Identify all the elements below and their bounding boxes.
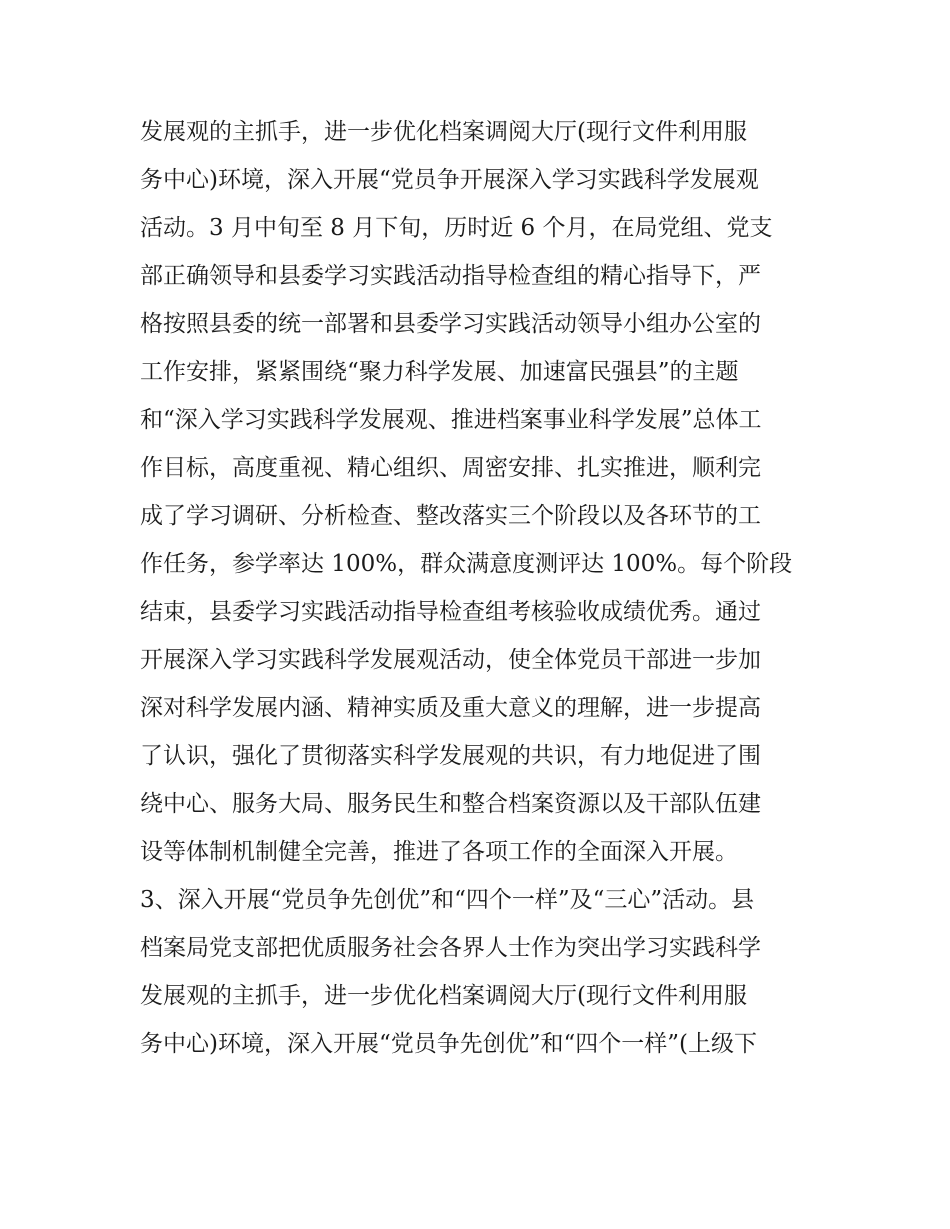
text-line: 务中心)环境，深入开展“党员争先创优”和“四个一样”(上级下	[140, 1031, 757, 1057]
text-line: 和“深入学习实践科学发展观、推进档案事业科学发展”总体工	[140, 407, 762, 433]
text-line: 作目标，高度重视、精心组织、周密安排、扎实推进，顺利完	[140, 455, 761, 481]
text-line: 工作安排，紧紧围绕“聚力科学发展、加速富民强县”的主题	[140, 359, 739, 385]
text-line: 作任务，参学率达 100%，群众满意度测评达 100%。每个阶段	[140, 551, 793, 577]
text-line: 结束，县委学习实践活动指导检查组考核验收成绩优秀。通过	[140, 599, 761, 625]
text-line: 发展观的主抓手，进一步优化档案调阅大厅(现行文件利用服	[140, 119, 747, 145]
text-line: 档案局党支部把优质服务社会各界人士作为突出学习实践科学	[140, 935, 761, 961]
body-text	[140, 108, 820, 1068]
text-line: 格按照县委的统一部署和县委学习实践活动领导小组办公室的	[140, 311, 761, 337]
text-line: 设等体制机制健全完善，推进了各项工作的全面深入开展。	[140, 839, 738, 865]
text-line: 活动。3 月中旬至 8 月下旬，历时近 6 个月，在局党组、党支	[140, 215, 773, 241]
text-line: 3、深入开展“党员争先创优”和“四个一样”及“三心”活动。县	[140, 887, 755, 913]
text-line: 部正确领导和县委学习实践活动指导检查组的精心指导下，严	[140, 263, 761, 289]
text-line: 发展观的主抓手，进一步优化档案调阅大厅(现行文件利用服	[140, 983, 747, 1009]
text-line: 了认识，强化了贯彻落实科学发展观的共识，有力地促进了围	[140, 743, 761, 769]
text-line: 深对科学发展内涵、精神实质及重大意义的理解，进一步提高	[140, 695, 761, 721]
text-line: 成了学习调研、分析检查、整改落实三个阶段以及各环节的工	[140, 503, 761, 529]
text-line: 绕中心、服务大局、服务民生和整合档案资源以及干部队伍建	[140, 791, 761, 817]
text-line: 务中心)环境，深入开展“党员争开展深入学习实践科学发展观	[140, 167, 759, 193]
text-line: 开展深入学习实践科学发展观活动，使全体党员干部进一步加	[140, 647, 761, 673]
